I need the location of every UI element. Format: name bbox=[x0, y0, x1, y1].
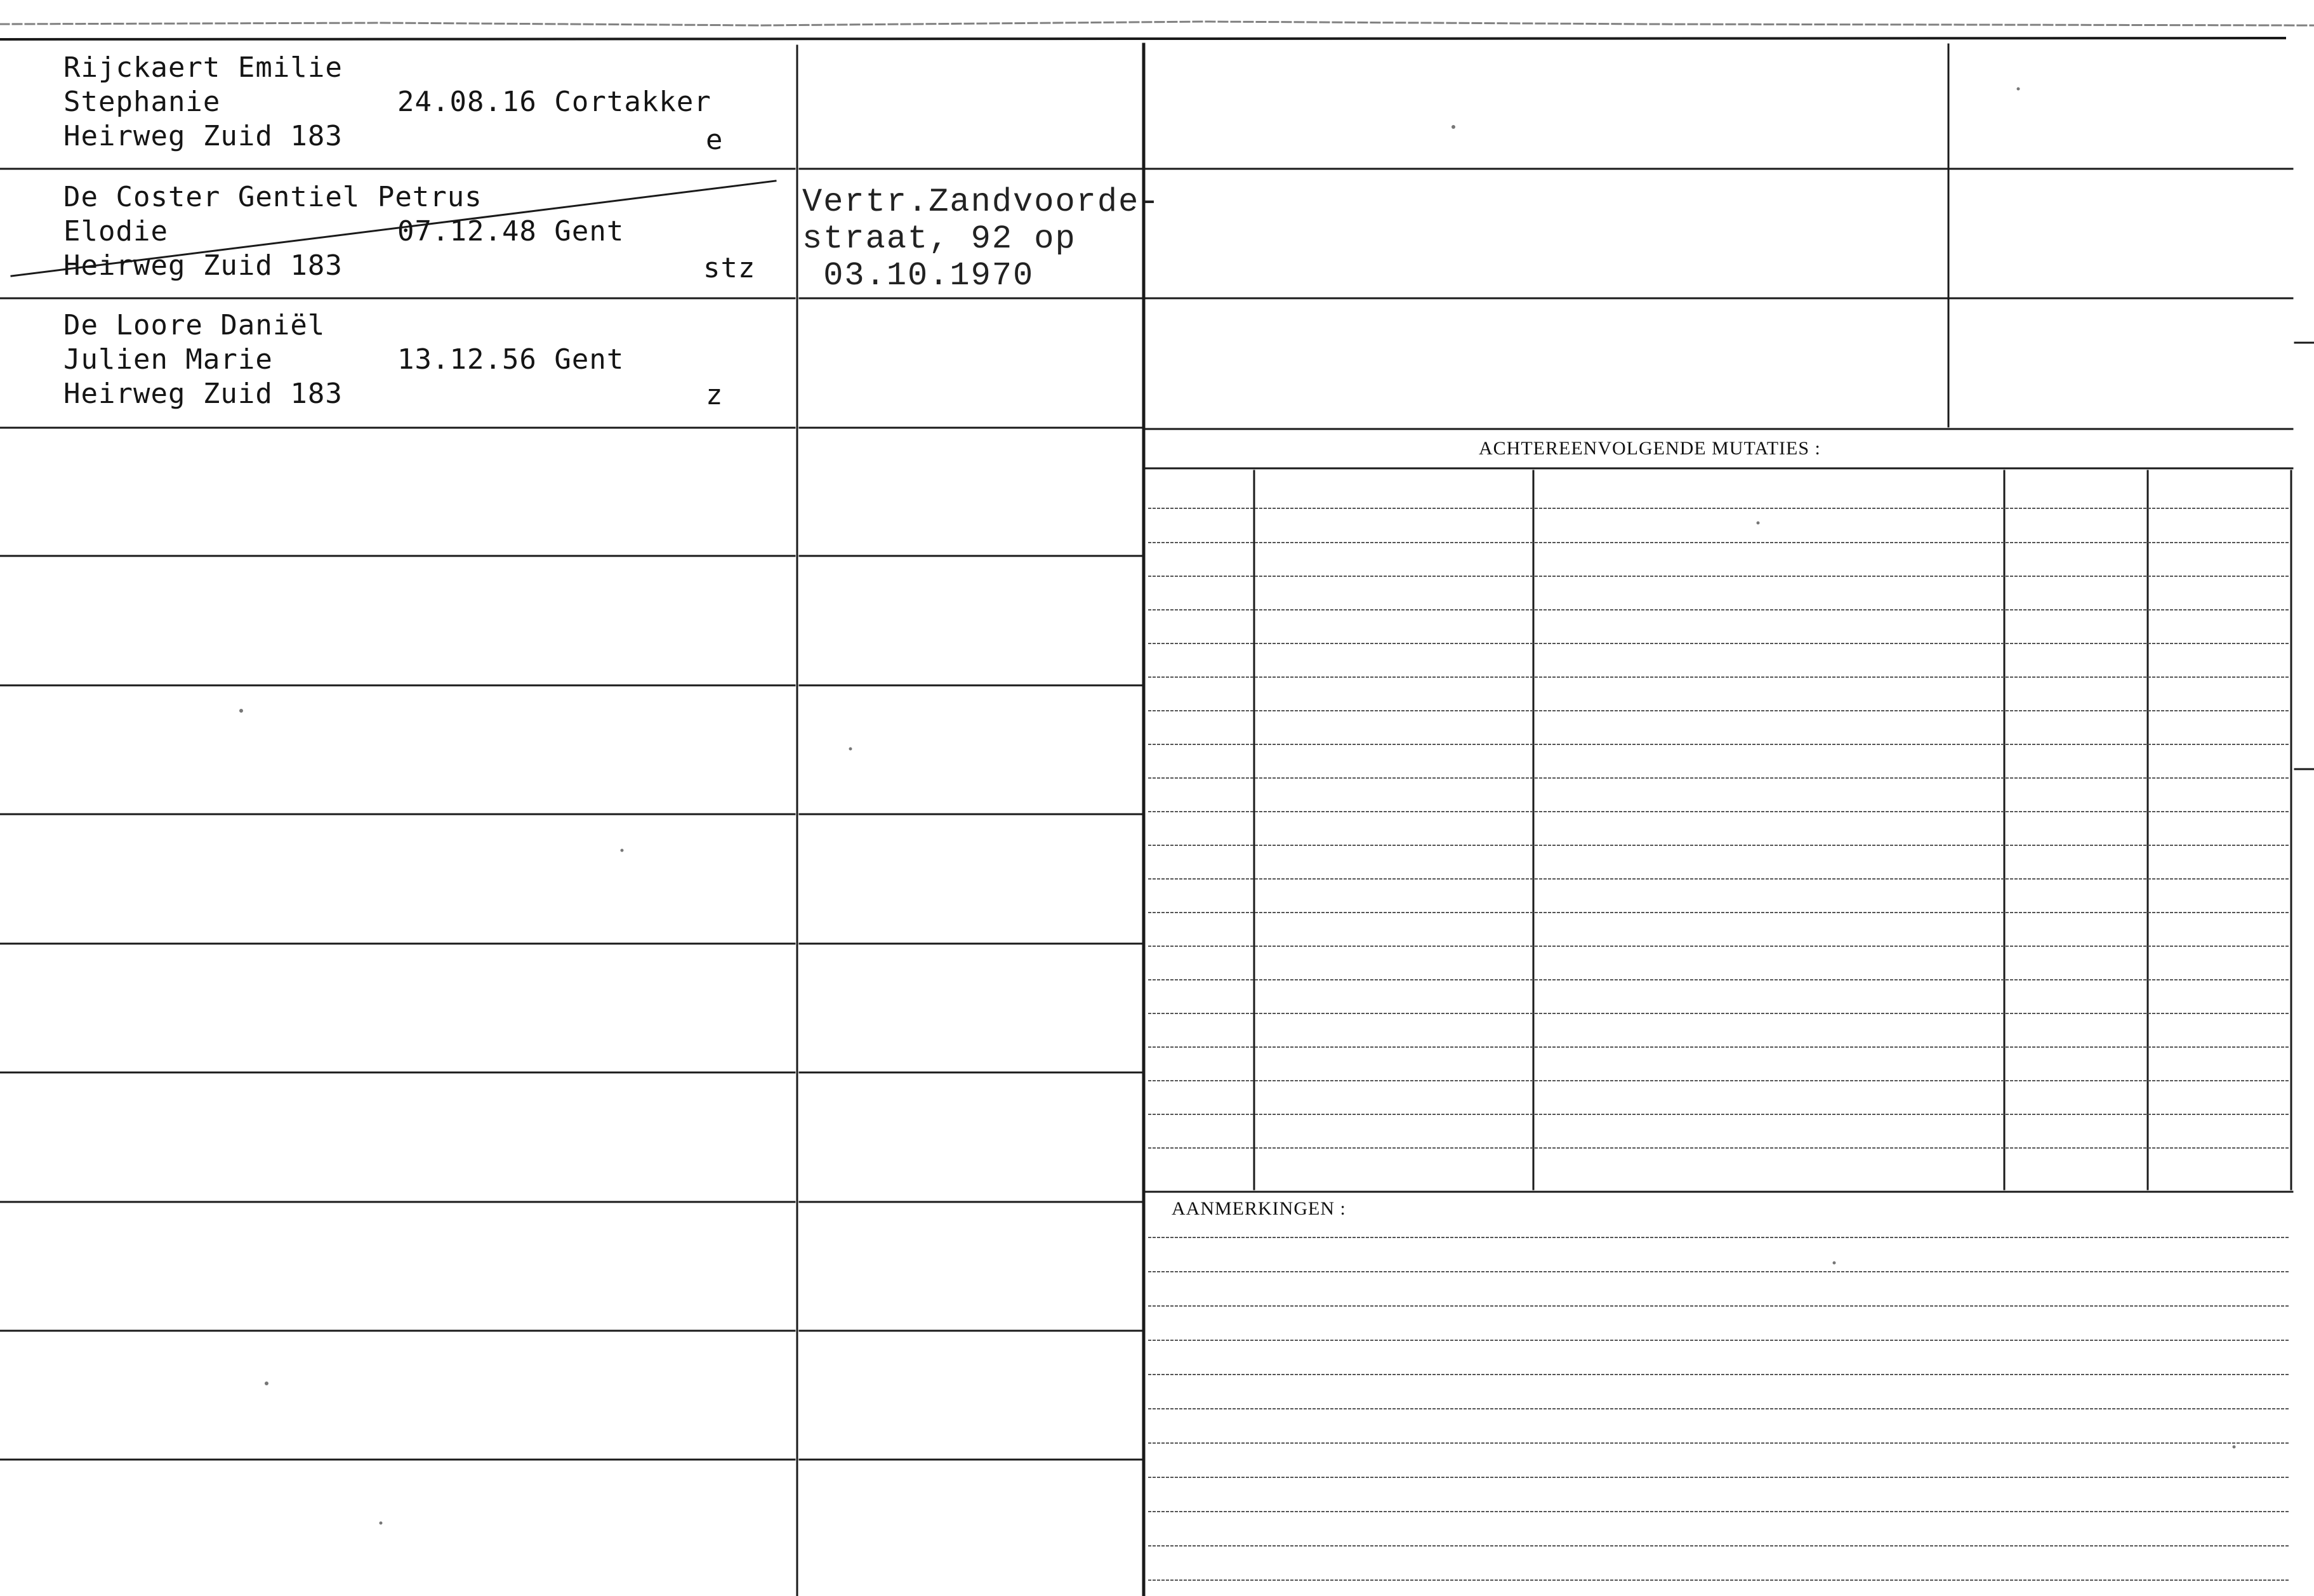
entry-3-address: Heirweg Zuid 183 bbox=[63, 378, 343, 410]
entry-1-first-names: Stephanie bbox=[63, 86, 221, 118]
entry-2-remark-line-3: 03.10.1970 bbox=[802, 257, 1035, 294]
remarks-header: AANMERKINGEN : bbox=[1172, 1198, 1346, 1219]
entry-2-name-line: De Coster Gentiel Petrus bbox=[63, 181, 482, 213]
entry-3-first-names: Julien Marie bbox=[63, 343, 273, 376]
entry-3-name-line: De Loore Daniël bbox=[63, 309, 326, 341]
entry-2-remark-line-1: Vertr.Zandvoorde- bbox=[802, 183, 1161, 221]
entry-3-code: z bbox=[706, 379, 724, 411]
entry-2-birth: 07.12.48 Gent bbox=[397, 215, 625, 247]
scan-specks bbox=[239, 88, 2236, 1525]
entry-2-code: stz bbox=[703, 252, 756, 284]
entry-2-first-names: Elodie bbox=[63, 215, 168, 247]
entry-2-address: Heirweg Zuid 183 bbox=[63, 249, 343, 282]
entry-1-address: Heirweg Zuid 183 bbox=[63, 120, 343, 152]
entry-1-birth: 24.08.16 Cortakker bbox=[397, 86, 711, 118]
entry-2-remark-line-2: straat, 92 op bbox=[802, 220, 1076, 258]
form-rules bbox=[0, 22, 2314, 1596]
mutations-header: ACHTEREENVOLGENDE MUTATIES : bbox=[1479, 438, 1821, 459]
entry-1-code: e bbox=[706, 124, 724, 156]
entry-3-birth: 13.12.56 Gent bbox=[397, 343, 625, 376]
entry-1-name-line: Rijckaert Emilie bbox=[63, 51, 343, 84]
